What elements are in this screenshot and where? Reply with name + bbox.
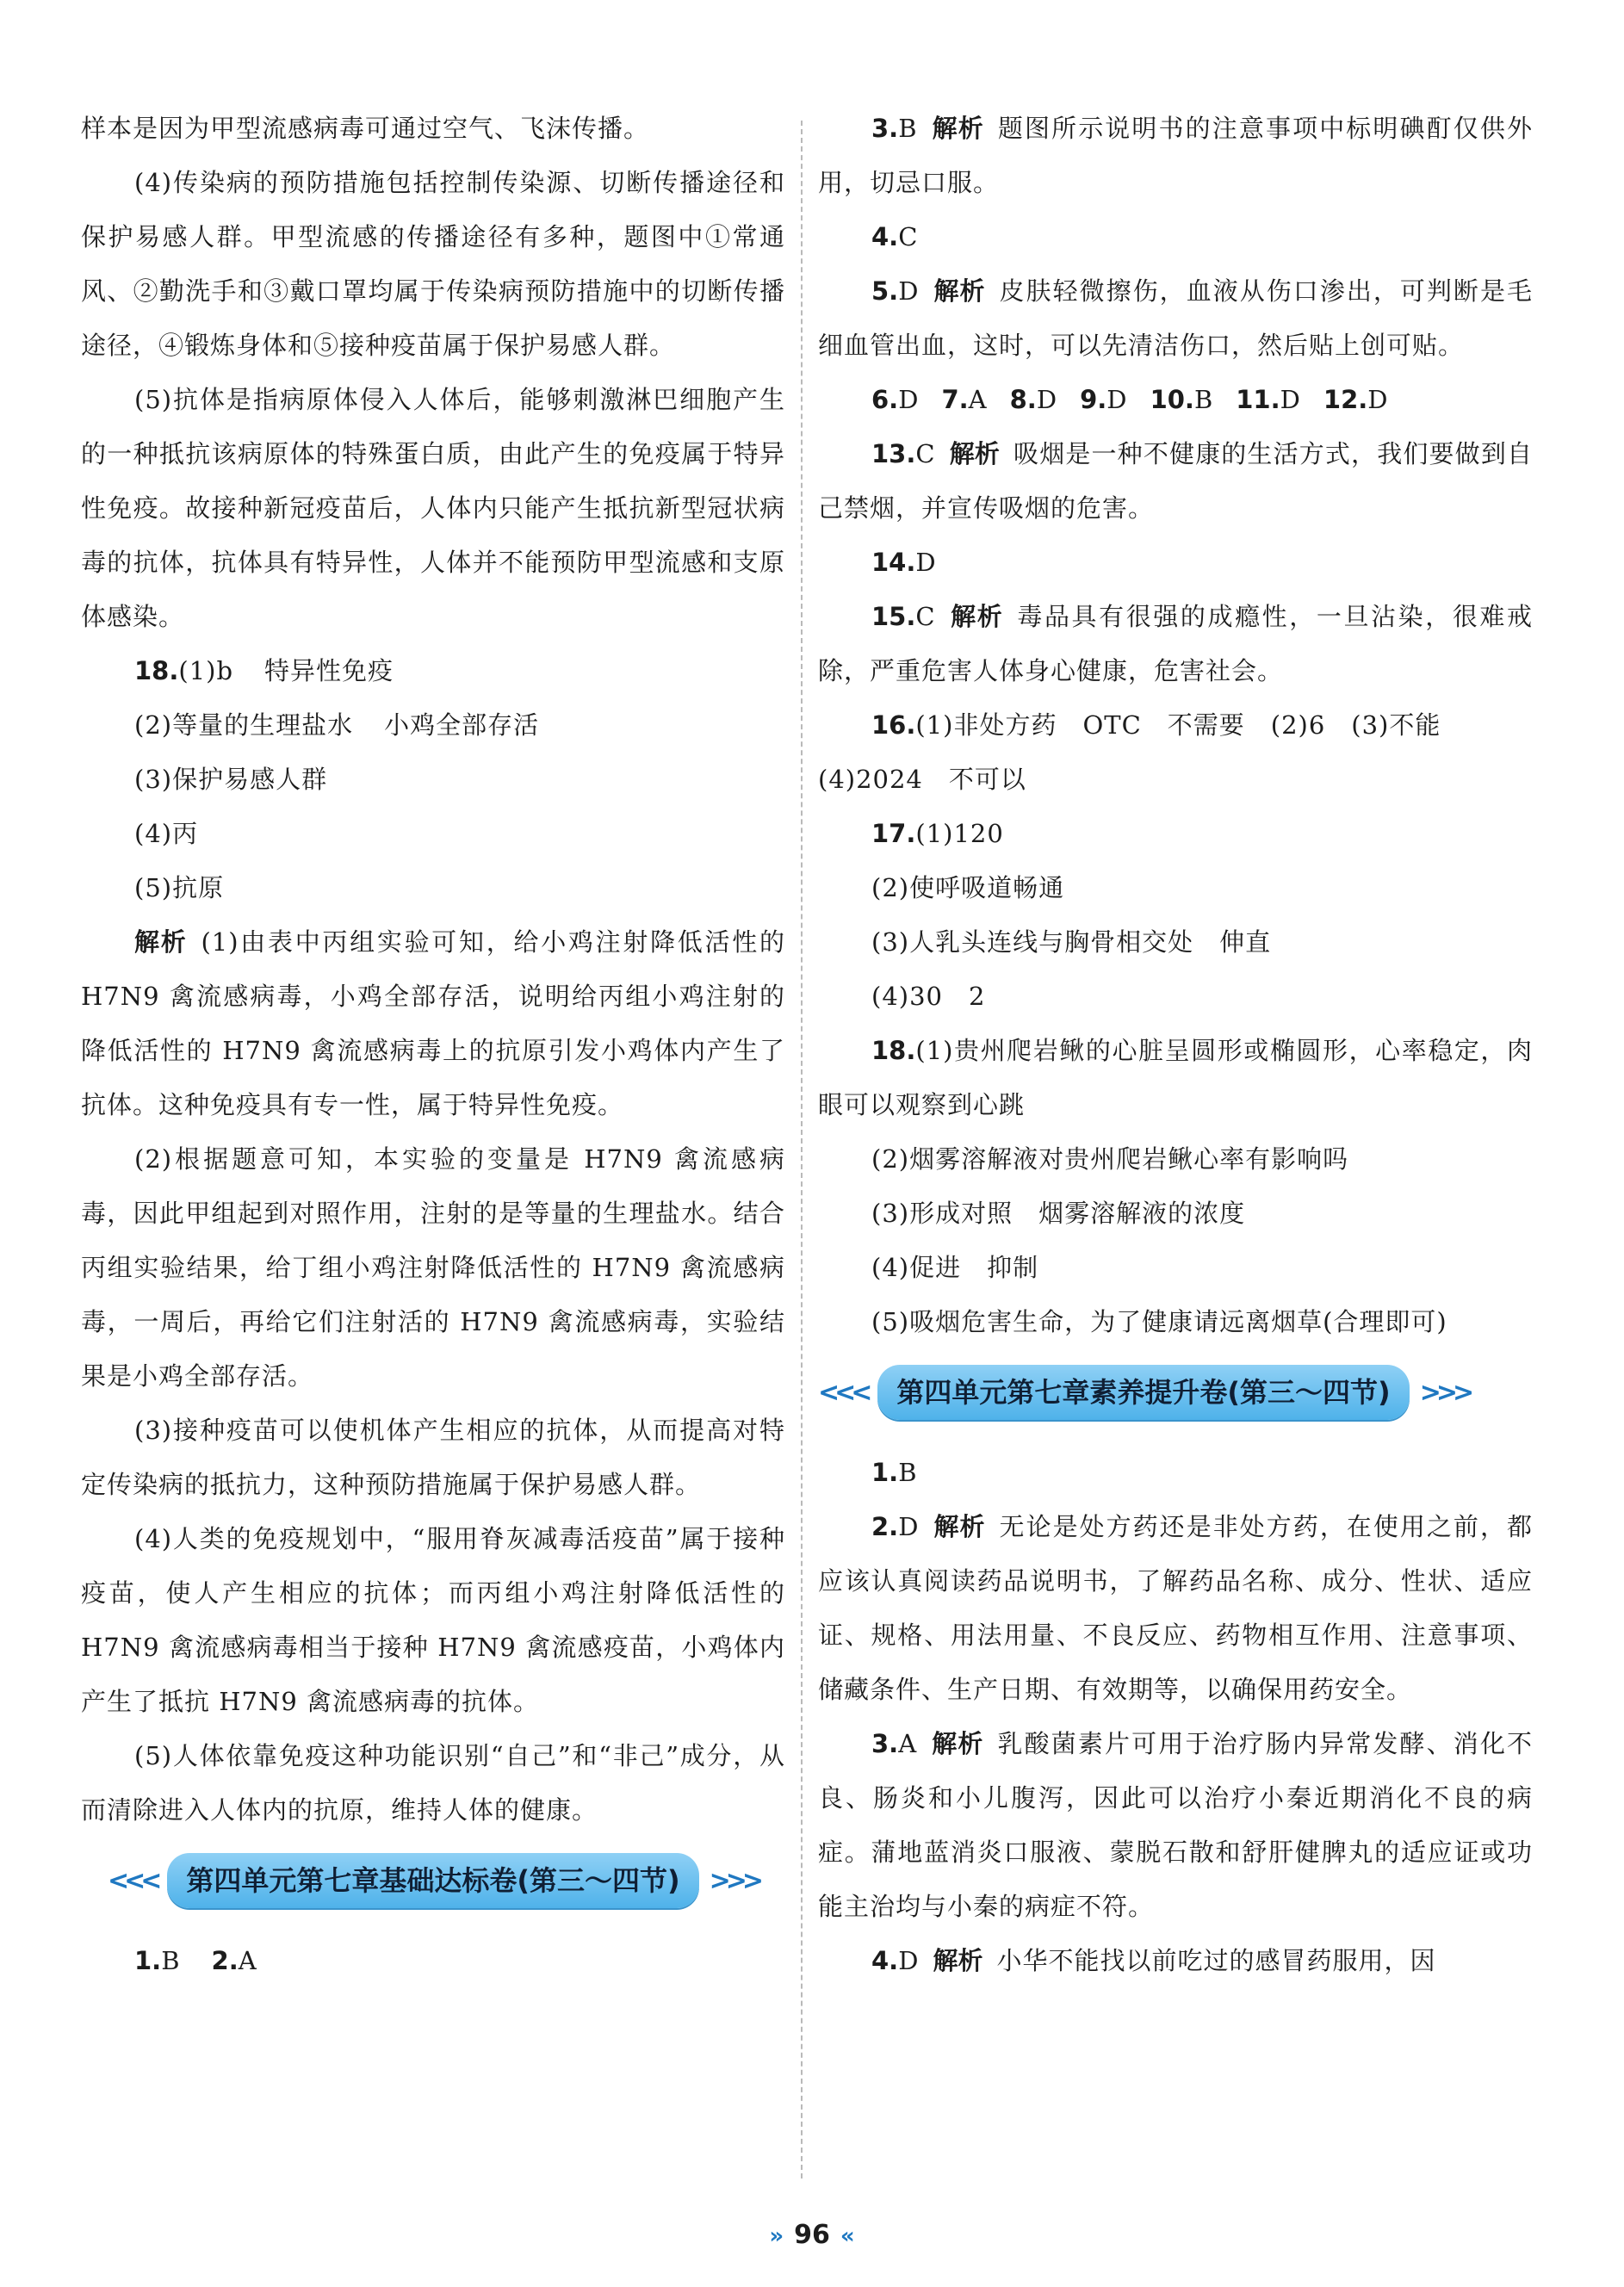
question-number: 6. — [871, 385, 899, 414]
explanation-label: 解析 — [933, 1946, 983, 1975]
explanation-text: (1)由表中丙组实验可知，给小鸡注射降低活性的 H7N9 禽流感病毒，小鸡全部存活，说明给丙组小鸡注射的降低活性的 H7N9 禽流感病毒上的抗原引发小鸡体内产生了抗体。这种免疫具有专一性，属于特异性免疫。 — [81, 927, 785, 1119]
answer-5 — [818, 264, 1533, 373]
section-title: 第四单元第七章素养提升卷(第三～四节) — [877, 1365, 1409, 1420]
question-number: 9. — [1080, 385, 1107, 414]
answer-text: C — [898, 222, 919, 251]
answer-s4 — [818, 1934, 1533, 1988]
answer-line: (4)丙 — [134, 819, 199, 848]
question-number: 1. — [871, 1458, 899, 1487]
chevron-left-icon: <<< — [107, 1865, 158, 1896]
question-number: 17. — [871, 819, 916, 848]
explanation-text: (5)人体依靠免疫这种功能识别“自己”和“非己”成分，从而清除进入人体内的抗原，维持人体的健康。 — [81, 1741, 785, 1825]
answer-text: D — [898, 276, 920, 306]
question-number: 3. — [871, 114, 899, 143]
answer-14 — [818, 536, 1533, 590]
answer-line: (2)使呼吸道畅通 — [871, 873, 1065, 902]
question-number: 12. — [1323, 385, 1368, 414]
question-number: 11. — [1236, 385, 1280, 414]
chevron-left-icon: <<< — [818, 1377, 868, 1408]
question-number: 14. — [871, 548, 916, 577]
answer-text: (1)贵州爬岩鳅的心脏呈圆形或椭圆形，心率稳定，肉眼可以观察到心跳 — [818, 1036, 1533, 1119]
arrow-right-icon: » — [769, 2223, 784, 2249]
section-title: 第四单元第七章基础达标卷(第三～四节) — [167, 1853, 698, 1908]
answer-18 — [818, 1024, 1533, 1132]
section-banner — [818, 1365, 1533, 1420]
paragraph: 样本是因为甲型流感病毒可通过空气、飞沫传播。 — [81, 114, 650, 143]
question-number: 18. — [871, 1036, 916, 1065]
answer-text: D — [1106, 385, 1128, 414]
explanation-text: 小华不能找以前吃过的感冒药服用，因 — [996, 1946, 1436, 1975]
page-footer — [0, 2220, 1624, 2250]
answer-s2 — [818, 1500, 1533, 1717]
answer-line: (5)抗原 — [134, 873, 225, 902]
answer-text: D — [1280, 385, 1301, 414]
question-number: 4. — [871, 1946, 899, 1975]
question-number: 10. — [1150, 385, 1194, 414]
explanation-text: (3)接种疫苗可以使机体产生相应的抗体，从而提高对特定传染病的抵抗力，这种预防措施属于保护易感人群。 — [81, 1416, 785, 1499]
answer-line: (4)促进 抑制 — [871, 1253, 1039, 1282]
answer-16 — [818, 698, 1533, 753]
explanation-label: 解析 — [134, 927, 188, 957]
arrow-left-icon: « — [840, 2223, 855, 2249]
explanation — [81, 915, 785, 1132]
answer-text: A — [238, 1946, 257, 1975]
answer-text: C — [915, 602, 936, 631]
answer-text: B — [161, 1946, 181, 1975]
answer-line: (4)2024 不可以 — [818, 765, 1026, 794]
explanation-label: 解析 — [949, 602, 1004, 631]
paragraph: (5)抗体是指病原体侵入人体后，能够刺激淋巴细胞产生的一种抵抗该病原体的特殊蛋白质，由此产生的免疫属于特异性免疫。故接种新冠疫苗后，人体内只能产生抵抗新型冠状病毒的抗体，抗体具有特异性，人体并不能预防甲型流感和支原体感染。 — [81, 385, 785, 631]
answer-text: A — [968, 385, 988, 414]
answer-text: D — [915, 548, 937, 577]
left-column — [81, 102, 785, 1988]
question-number: 2. — [211, 1946, 239, 1975]
chevron-right-icon: >>> — [1419, 1377, 1470, 1408]
answer-text: D — [1367, 385, 1389, 414]
question-number: 7. — [941, 385, 969, 414]
answer-text: (1)非处方药 OTC 不需要 (2)6 (3)不能 — [915, 710, 1441, 740]
answer-text: 特异性免疫 — [264, 656, 394, 685]
explanation-text: 吸烟是一种不健康的生活方式，我们要做到自己禁烟，并宣传吸烟的危害。 — [818, 439, 1533, 523]
answer-text: C — [915, 439, 936, 468]
question-number: 5. — [871, 276, 899, 306]
question-number: 16. — [871, 710, 916, 740]
answer-s1 — [818, 1446, 1533, 1500]
explanation-text: 皮肤轻微擦伤，血液从伤口渗出，可判断是毛细血管出血，这时，可以先清洁伤口，然后贴上创可贴。 — [818, 276, 1533, 360]
answer-line: (3)形成对照 烟雾溶解液的浓度 — [871, 1199, 1246, 1228]
column-divider — [801, 121, 803, 2179]
question-number: 1. — [134, 1946, 162, 1975]
answer-text: A — [898, 1729, 918, 1758]
page-number: 96 — [794, 2220, 830, 2250]
explanation-text: 无论是处方药还是非处方药，在使用之前，都应该认真阅读药品说明书，了解药品名称、成分、性状、适应证、规格、用法用量、不良反应、药物相互作用、注意事项、储藏条件、生产日期、有效期等，以确保用药安全。 — [818, 1512, 1533, 1704]
answer-text: D — [1036, 385, 1058, 414]
explanation-label: 解析 — [931, 1729, 984, 1758]
question-number: 18. — [134, 656, 179, 685]
answer-line: (5)吸烟危害生命，为了健康请远离烟草(合理即可) — [871, 1307, 1447, 1336]
answer-13 — [818, 427, 1533, 536]
answer-row-6-12 — [818, 373, 1533, 427]
explanation-text: 题图所示说明书的注意事项中标明碘酊仅供外用，切忌口服。 — [818, 114, 1533, 197]
answer-text: 小鸡全部存活 — [384, 710, 540, 740]
answer-text: (1)120 — [915, 819, 1004, 848]
answer-text: B — [898, 114, 918, 143]
answer-text: (1)b — [178, 656, 234, 685]
answer-text: D — [898, 385, 920, 414]
answer-text: D — [898, 1512, 920, 1541]
question-number: 4. — [871, 222, 899, 251]
answer-text: B — [1193, 385, 1214, 414]
explanation-label: 解析 — [933, 276, 986, 306]
explanation-text: (2)根据题意可知，本实验的变量是 H7N9 禽流感病毒，因此甲组起到对照作用，注射的是等量的生理盐水。结合丙组实验结果，给丁组小鸡注射降低活性的 H7N9 禽流感病毒，一周后，再给它们注射活的 H7N9 禽流感病毒，实验结果是小鸡全部存活。 — [81, 1144, 785, 1391]
explanation-text: (4)人类的免疫规划中，“服用脊灰减毒活疫苗”属于接种疫苗，使人产生相应的抗体；而丙组小鸡注射降低活性的 H7N9 禽流感病毒相当于接种 H7N9 禽流感疫苗，小鸡体内产生了抵抗 H7N9 禽流感病毒的抗体。 — [81, 1524, 785, 1716]
answer-text: (2)等量的生理盐水 — [134, 710, 354, 740]
right-column — [818, 102, 1533, 1988]
answer-line: (2)烟雾溶解液对贵州爬岩鳅心率有影响吗 — [871, 1144, 1349, 1174]
answer-s3 — [818, 1717, 1533, 1934]
explanation-text: 乳酸菌素片可用于治疗肠内异常发酵、消化不良、肠炎和小儿腹泻，因此可以治疗小秦近期消化不良的病症。蒲地蓝消炎口服液、蒙脱石散和舒肝健脾丸的适应证或功能主治均与小秦的病症不符。 — [818, 1729, 1533, 1921]
answer-3 — [818, 102, 1533, 210]
answer-row — [81, 1934, 785, 1988]
answer-line: (3)人乳头连线与胸骨相交处 伸直 — [871, 927, 1272, 957]
answer-line — [81, 698, 785, 753]
chevron-right-icon: >>> — [709, 1865, 759, 1896]
answer-4 — [818, 210, 1533, 264]
answer-15 — [818, 590, 1533, 698]
answer-line: (3)保护易感人群 — [134, 765, 328, 794]
question-number: 3. — [871, 1729, 899, 1758]
question-number: 15. — [871, 602, 916, 631]
answer-17 — [818, 807, 1533, 861]
explanation-label: 解析 — [949, 439, 1001, 468]
question-number: 13. — [871, 439, 916, 468]
answer-text: B — [898, 1458, 918, 1487]
section-banner — [81, 1853, 785, 1908]
question-number: 8. — [1009, 385, 1037, 414]
answer-line: (4)30 2 — [871, 982, 986, 1011]
question-number: 2. — [871, 1512, 899, 1541]
answer-18 — [81, 644, 785, 698]
answer-text: D — [898, 1946, 920, 1975]
paragraph: (4)传染病的预防措施包括控制传染源、切断传播途径和保护易感人群。甲型流感的传播途径有多种，题图中①常通风、②勤洗手和③戴口罩均属于传染病预防措施中的切断传播途径，④锻炼身体和⑤接种疫苗属于保护易感人群。 — [81, 168, 785, 360]
explanation-text: 毒品具有很强的成瘾性，一旦沾染，很难戒除，严重危害人体身心健康，危害社会。 — [818, 602, 1533, 685]
explanation-label: 解析 — [933, 1512, 986, 1541]
explanation-label: 解析 — [931, 114, 984, 143]
